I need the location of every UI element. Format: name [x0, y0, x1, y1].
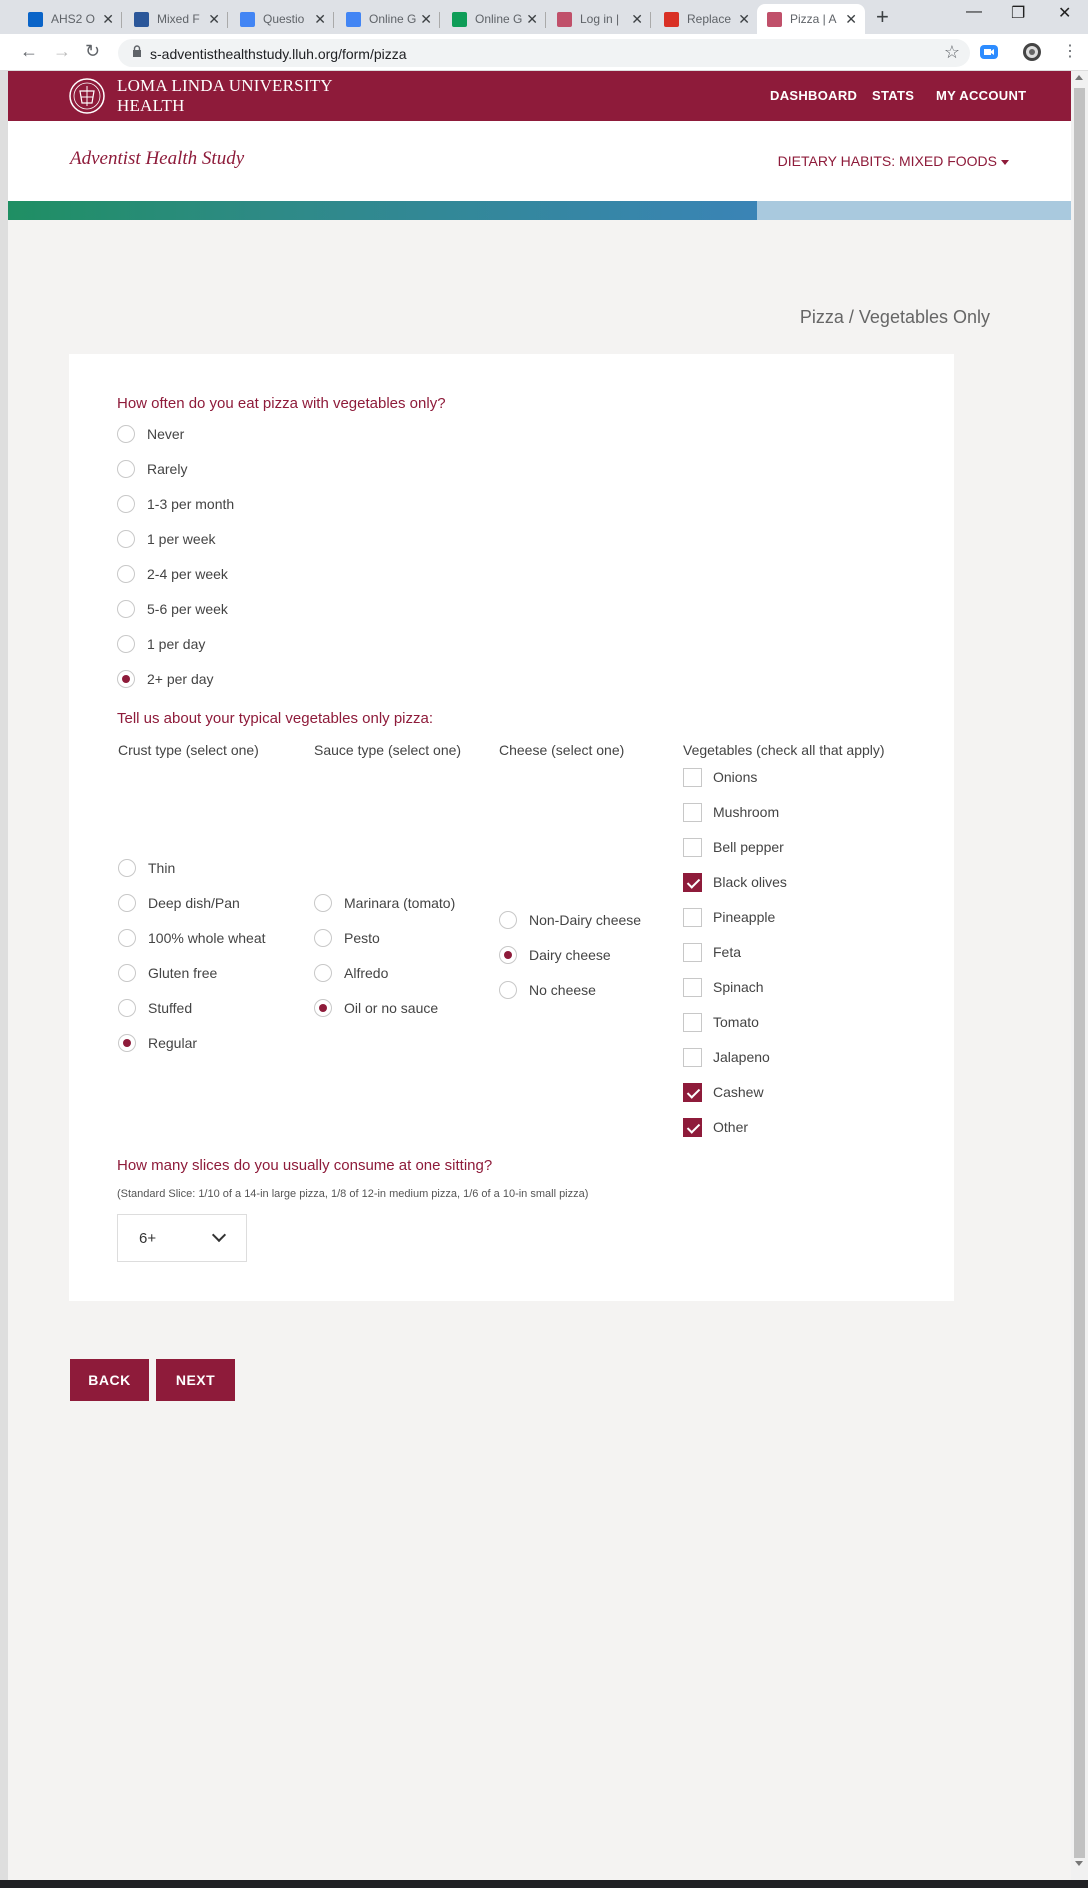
page-scrollbar[interactable]: [1071, 71, 1088, 1888]
checkbox-icon[interactable]: [683, 943, 702, 962]
radio-icon[interactable]: [314, 999, 332, 1017]
logo-wordmark[interactable]: [117, 76, 333, 116]
option-label: Other: [713, 1119, 749, 1135]
checkbox-icon[interactable]: [683, 908, 702, 927]
radio-cheese-dairy-cheese[interactable]: [499, 945, 611, 965]
llu-seal-icon[interactable]: [68, 77, 106, 115]
tab-separator: [227, 12, 228, 28]
option-label: Jalapeno: [713, 1049, 770, 1065]
option-label: Tomato: [713, 1014, 759, 1030]
crust-header: Crust type (select one): [118, 742, 259, 758]
pizza-details-question: Tell us about your typical vegetables only pizza:: [117, 710, 434, 727]
option-label: 1-3 per month: [147, 496, 235, 512]
radio-icon[interactable]: [118, 859, 136, 877]
radio-icon[interactable]: [118, 929, 136, 947]
radio-icon[interactable]: [499, 911, 517, 929]
llu-icon: [767, 12, 782, 27]
radio-icon[interactable]: [117, 425, 135, 443]
option-label: Regular: [148, 1035, 198, 1051]
close-tab-icon[interactable]: ✕: [420, 11, 432, 27]
radio-icon[interactable]: [118, 1034, 136, 1052]
browser-tab[interactable]: [18, 4, 122, 34]
radio-q1-never[interactable]: [117, 424, 184, 444]
section-dropdown[interactable]: [778, 153, 1009, 169]
checkbox-veg-spinach[interactable]: [683, 977, 764, 997]
radio-icon[interactable]: [314, 894, 332, 912]
checkbox-veg-tomato[interactable]: [683, 1012, 759, 1032]
option-label: Black olives: [713, 874, 787, 890]
study-title[interactable]: Adventist Health Study: [70, 148, 245, 169]
minimize-icon[interactable]: —: [966, 3, 982, 20]
section-dropdown-label: DIETARY HABITS: MIXED FOODS: [777, 153, 997, 169]
browser-tab[interactable]: [547, 4, 651, 34]
radio-sauce-oil-or-no-sauce[interactable]: [314, 998, 438, 1018]
tab-separator: [121, 12, 122, 28]
radio-crust-thin[interactable]: [118, 858, 175, 878]
slices-select-value: 6+: [139, 1230, 157, 1247]
radio-q1-1-3-per-month[interactable]: [117, 494, 234, 514]
radio-cheese-non-dairy-cheese[interactable]: [499, 910, 641, 930]
checkbox-veg-other[interactable]: [683, 1117, 748, 1137]
option-label: Alfredo: [344, 965, 389, 981]
checkbox-veg-cashew[interactable]: [683, 1082, 764, 1102]
checkbox-icon[interactable]: [683, 873, 702, 892]
option-label: 1 per day: [147, 636, 206, 652]
progress-fill: [8, 201, 757, 220]
os-taskbar: [0, 1880, 1088, 1888]
option-label: 1 per week: [147, 531, 216, 547]
browser-tab[interactable]: [230, 4, 334, 34]
nav-dashboard[interactable]: DASHBOARD: [770, 88, 858, 103]
tab-separator: [545, 12, 546, 28]
caret-down-icon: [1001, 160, 1009, 165]
radio-icon[interactable]: [117, 600, 135, 618]
tab-separator: [439, 12, 440, 28]
bookmark-star-icon[interactable]: ☆: [943, 42, 960, 62]
slice-size-note: (Standard Slice: 1/10 of a 14-in large pizza, 1/8 of 12-in medium pizza, 1/6 of a 10-in small pizza): [117, 1188, 589, 1200]
radio-icon[interactable]: [499, 946, 517, 964]
question-card: [69, 354, 954, 1301]
cloud-icon: [28, 12, 43, 27]
nav-stats[interactable]: STATS: [872, 88, 915, 103]
page-title: Pizza / Vegetables Only: [799, 307, 990, 327]
option-label: 100% whole wheat: [148, 930, 266, 946]
close-window-icon[interactable]: ✕: [1058, 5, 1072, 22]
option-label: Pineapple: [713, 909, 776, 925]
address-bar: [0, 34, 1088, 71]
checkbox-veg-bell-pepper[interactable]: [683, 837, 784, 857]
checkbox-veg-black-olives[interactable]: [683, 872, 787, 892]
checkbox-icon[interactable]: [683, 1083, 702, 1102]
tab-separator: [650, 12, 651, 28]
option-label: Rarely: [147, 461, 188, 477]
next-button[interactable]: NEXT: [156, 1359, 235, 1401]
close-tab-icon[interactable]: ✕: [631, 11, 643, 27]
radio-sauce-marinara-tomato[interactable]: [314, 893, 455, 913]
back-arrow-icon[interactable]: ←: [20, 41, 38, 61]
radio-icon[interactable]: [499, 981, 517, 999]
option-label: Dairy cheese: [529, 947, 611, 963]
close-tab-icon[interactable]: ✕: [845, 11, 857, 27]
checkbox-icon[interactable]: [683, 1118, 702, 1137]
radio-q1-2-per-day[interactable]: [117, 669, 214, 689]
checkbox-icon[interactable]: [683, 768, 702, 787]
option-label: Cashew: [713, 1084, 764, 1100]
llu-icon: [557, 12, 572, 27]
restore-icon[interactable]: ❐: [1011, 5, 1026, 22]
option-label: Mushroom: [713, 804, 780, 820]
option-label: 2+ per day: [147, 671, 214, 687]
checkbox-veg-feta[interactable]: [683, 942, 741, 962]
tab-title: Log in |: [580, 12, 620, 26]
option-label: No cheese: [529, 982, 596, 998]
tab-title: AHS2 O: [51, 12, 96, 26]
checkbox-icon[interactable]: [683, 838, 702, 857]
option-label: Non-Dairy cheese: [529, 912, 642, 928]
logo-line-2: HEALTH: [117, 96, 185, 115]
tab-title: Online G: [369, 12, 417, 26]
option-label: 2-4 per week: [147, 566, 228, 582]
zoom-extension-icon[interactable]: [980, 45, 998, 59]
radio-q1-rarely[interactable]: [117, 459, 187, 479]
cheese-header: Cheese (select one): [499, 742, 625, 758]
docs-icon: [240, 12, 255, 27]
browser-tab[interactable]: [442, 4, 546, 34]
checkbox-veg-mushroom[interactable]: [683, 802, 779, 822]
radio-icon[interactable]: [117, 635, 135, 653]
checkbox-veg-onions[interactable]: [683, 767, 757, 787]
word-icon: [134, 12, 149, 27]
radio-crust-100-whole-wheat[interactable]: [118, 928, 266, 948]
logo-line-1: LOMA LINDA UNIVERSITY: [117, 76, 333, 95]
url-text: s-adventisthealthstudy.lluh.org/form/pizza: [150, 46, 407, 62]
tab-title: Replace: [687, 12, 732, 26]
browser-tab[interactable]: [336, 4, 440, 34]
radio-cheese-no-cheese[interactable]: [499, 980, 596, 1000]
option-label: Spinach: [713, 979, 764, 995]
option-label: Bell pepper: [713, 839, 784, 855]
reload-icon[interactable]: ↻: [85, 41, 101, 61]
tab-title: Mixed F: [157, 12, 200, 26]
browser-tab-bar: [0, 0, 1088, 34]
lock-icon: [132, 45, 142, 57]
radio-q1-1-per-week[interactable]: [117, 529, 215, 549]
close-tab-icon[interactable]: ✕: [208, 11, 220, 27]
browser-tab[interactable]: [124, 4, 228, 34]
option-label: Oil or no sauce: [344, 1000, 439, 1016]
radio-icon[interactable]: [314, 929, 332, 947]
browser-tab[interactable]: [757, 4, 865, 34]
nav-my-account[interactable]: MY ACCOUNT: [936, 88, 1027, 103]
radio-q1-1-per-day[interactable]: [117, 634, 205, 654]
option-label: Thin: [148, 860, 176, 876]
radio-icon[interactable]: [117, 670, 135, 688]
checkbox-veg-jalapeno[interactable]: [683, 1047, 770, 1067]
option-label: Pesto: [344, 930, 380, 946]
slices-question: How many slices do you usually consume at one sitting?: [117, 1157, 493, 1174]
tab-title: Pizza | A: [790, 12, 837, 26]
option-label: Feta: [713, 944, 742, 960]
close-tab-icon[interactable]: ✕: [102, 11, 114, 27]
radio-icon[interactable]: [314, 964, 332, 982]
vegetables-header: Vegetables (check all that apply): [683, 742, 885, 758]
radio-crust-gluten-free[interactable]: [118, 963, 217, 983]
url-input[interactable]: [118, 39, 970, 67]
checkbox-icon[interactable]: [683, 1048, 702, 1067]
option-label: Marinara (tomato): [344, 895, 456, 911]
close-tab-icon[interactable]: ✕: [314, 11, 326, 27]
radio-q1-2-4-per-week[interactable]: [117, 564, 228, 584]
checkbox-icon[interactable]: [683, 803, 702, 822]
tab-title: Questio: [263, 12, 305, 26]
radio-icon[interactable]: [117, 530, 135, 548]
radio-icon[interactable]: [118, 964, 136, 982]
radio-icon[interactable]: [118, 999, 136, 1017]
radio-icon[interactable]: [117, 495, 135, 513]
option-label: 5-6 per week: [147, 601, 228, 617]
site-top-bar: [8, 71, 1071, 121]
slices-select[interactable]: [117, 1214, 247, 1262]
radio-icon[interactable]: [118, 894, 136, 912]
frequency-question: How often do you eat pizza with vegetables only?: [117, 395, 446, 412]
radio-crust-regular[interactable]: [118, 1033, 197, 1053]
scrollbar-thumb[interactable]: [1074, 88, 1085, 1858]
new-tab-icon[interactable]: +: [876, 4, 889, 29]
radio-crust-deep-dish-pan[interactable]: [118, 893, 240, 913]
sauce-header: Sauce type (select one): [314, 742, 462, 758]
radio-icon[interactable]: [117, 460, 135, 478]
forward-arrow-icon[interactable]: →: [53, 41, 71, 61]
radio-sauce-alfredo[interactable]: [314, 963, 388, 983]
profile-avatar-icon[interactable]: [1022, 42, 1042, 62]
progress-bar: [8, 201, 1071, 220]
option-label: Gluten free: [148, 965, 218, 981]
gmail-icon: [664, 12, 679, 27]
browser-menu-icon[interactable]: ⋮: [1062, 43, 1078, 60]
option-label: Deep dish/Pan: [148, 895, 240, 911]
browser-tab[interactable]: [654, 4, 758, 34]
radio-q1-5-6-per-week[interactable]: [117, 599, 228, 619]
option-label: Onions: [713, 769, 758, 785]
left-window-edge: [0, 71, 8, 1880]
tab-title: Online G: [475, 12, 523, 26]
radio-sauce-pesto[interactable]: [314, 928, 380, 948]
docs-icon: [346, 12, 361, 27]
radio-crust-stuffed[interactable]: [118, 998, 192, 1018]
back-button[interactable]: BACK: [70, 1359, 149, 1401]
checkbox-veg-pineapple[interactable]: [683, 907, 775, 927]
checkbox-icon[interactable]: [683, 978, 702, 997]
close-tab-icon[interactable]: ✕: [526, 11, 538, 27]
tab-separator: [333, 12, 334, 28]
study-header: [8, 121, 1071, 201]
option-label: Never: [147, 426, 185, 442]
radio-icon[interactable]: [117, 565, 135, 583]
scroll-up-icon[interactable]: [1075, 75, 1083, 80]
chevron-down-icon: [212, 1228, 226, 1242]
scroll-down-icon[interactable]: [1075, 1861, 1083, 1866]
option-label: Stuffed: [148, 1000, 193, 1016]
sheets-icon: [452, 12, 467, 27]
close-tab-icon[interactable]: ✕: [738, 11, 750, 27]
checkbox-icon[interactable]: [683, 1013, 702, 1032]
